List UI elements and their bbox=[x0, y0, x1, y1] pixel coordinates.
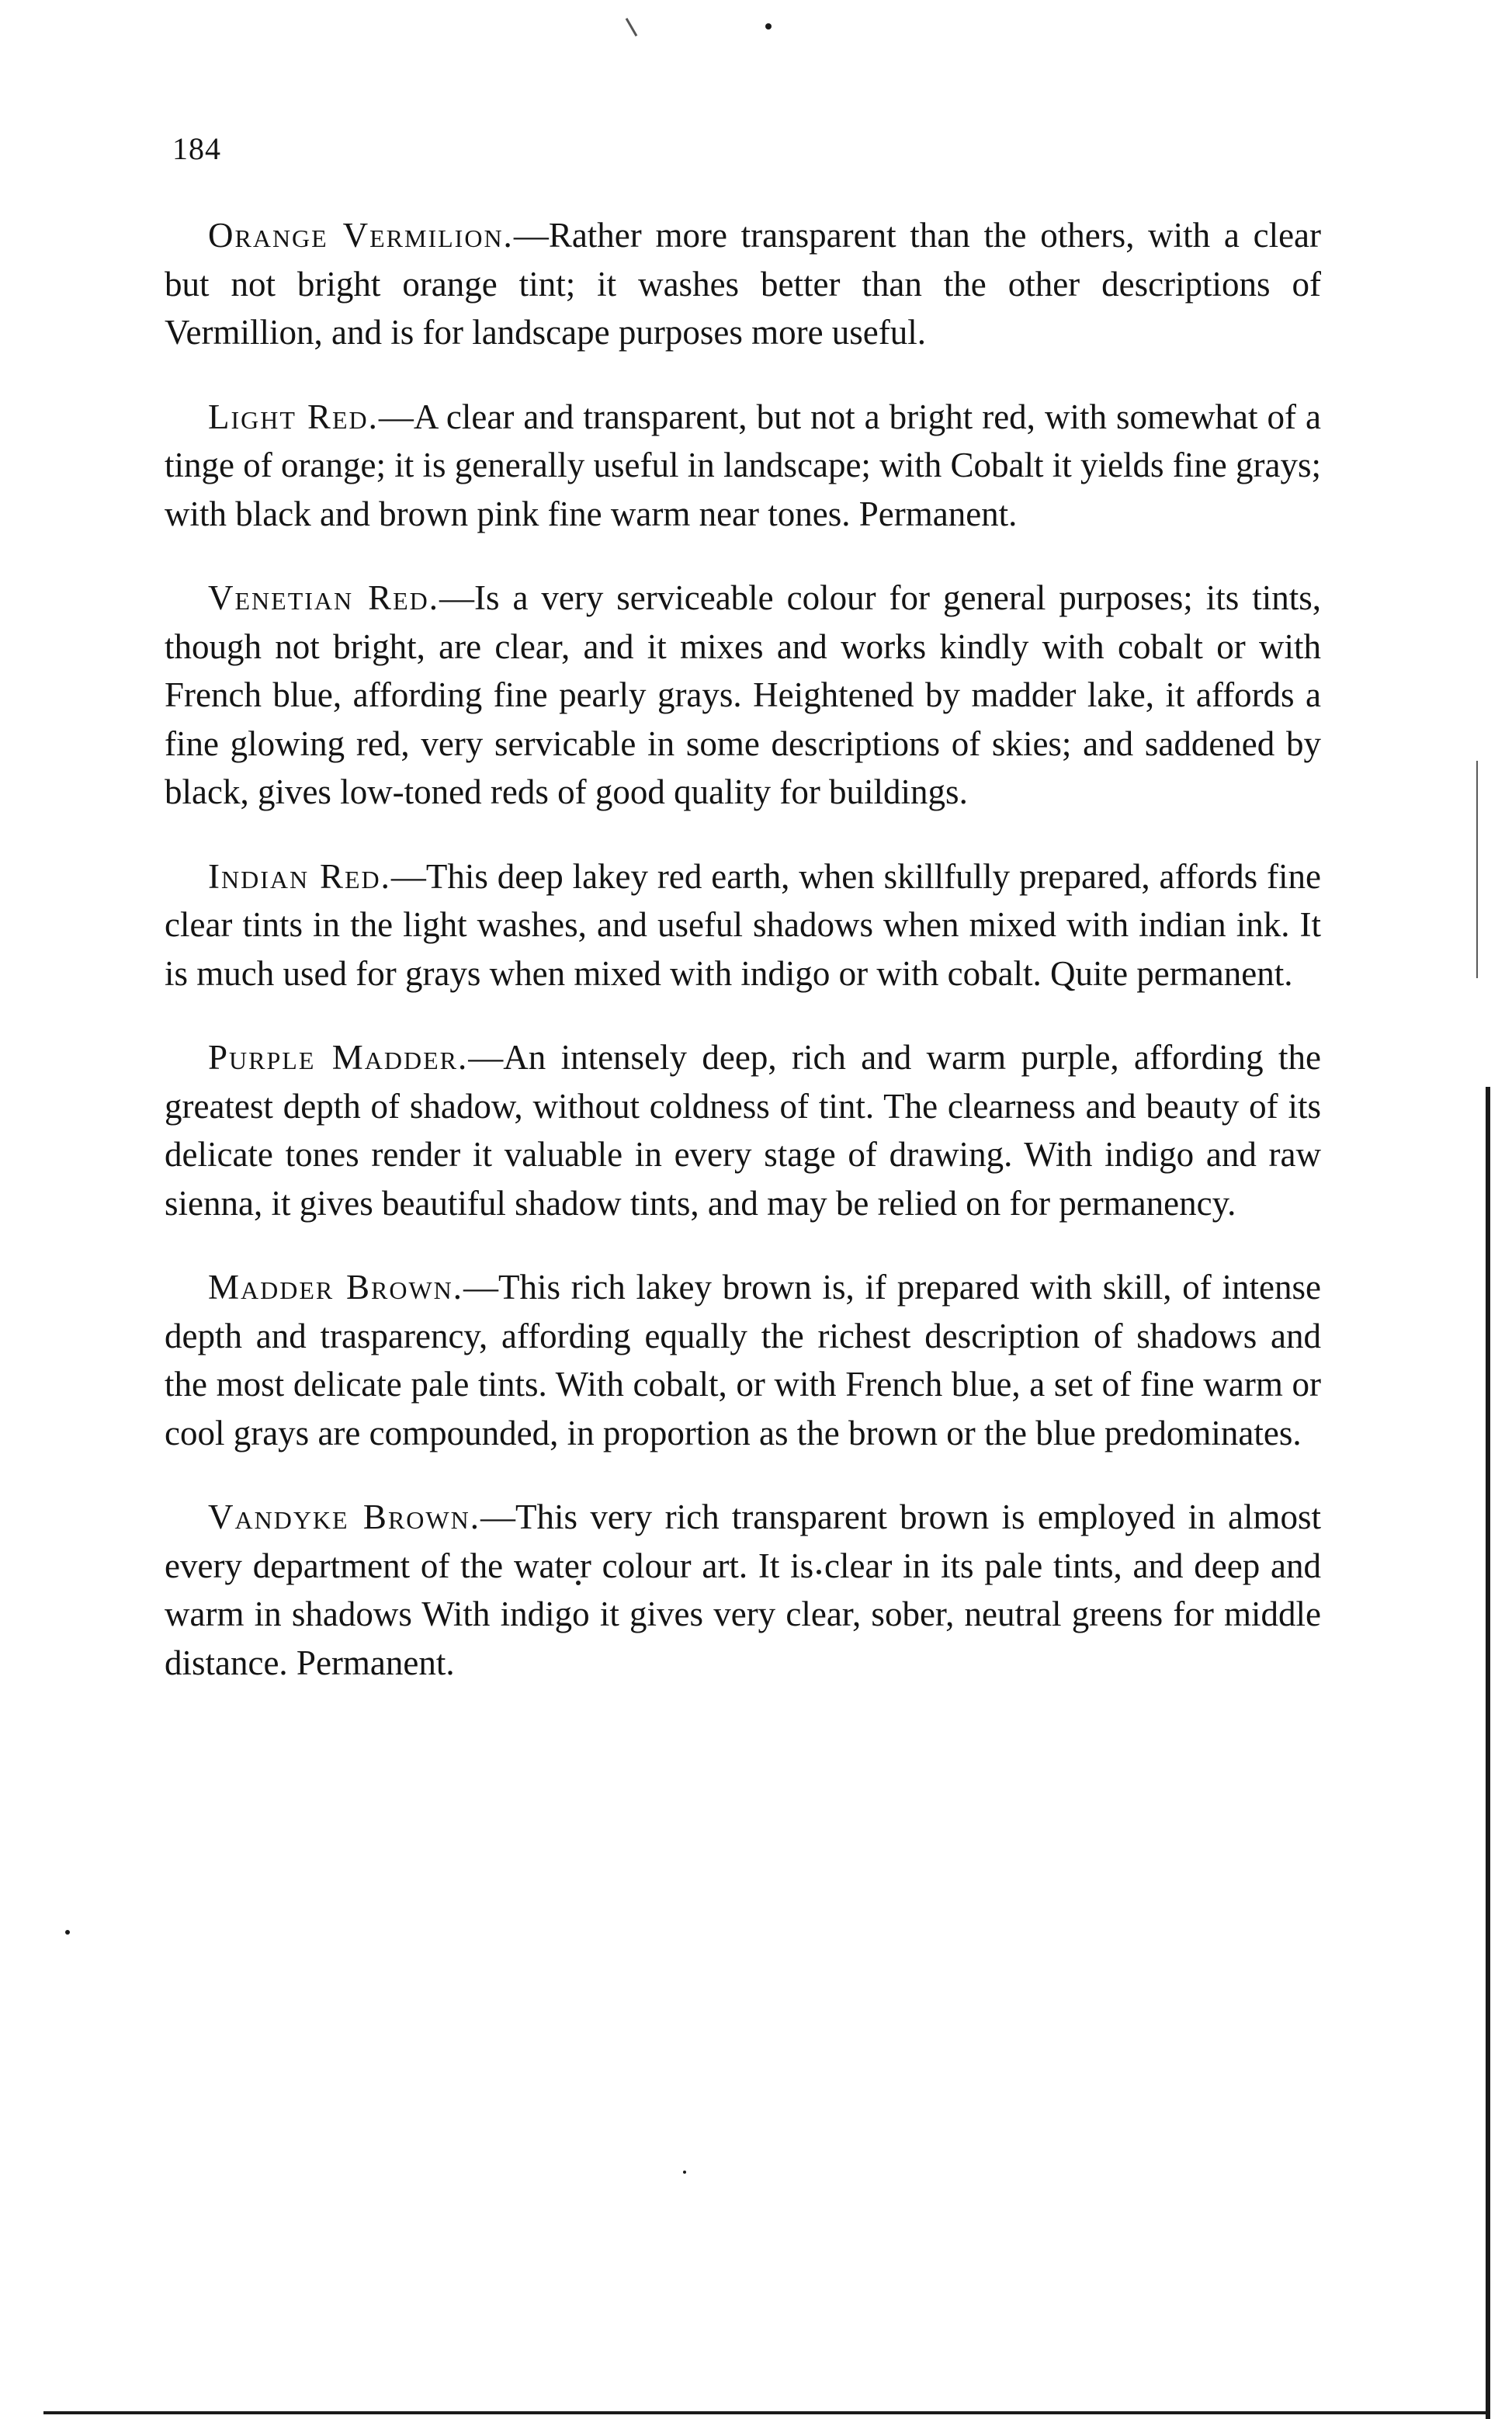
page-edge-shadow bbox=[1486, 1087, 1490, 2419]
entry-indian-red bbox=[165, 852, 1321, 998]
entry-orange-vermilion bbox=[165, 211, 1321, 357]
entry-title: Indian Red. bbox=[208, 856, 391, 896]
entry-body: —Is a very serviceable colour for general purposes; its tints, though not bright, are clear, and it mixes and works kindly with cobalt or with French blue, affording fine pearly grays. Heightened by madder lake, it affords a fine glowing red, very servicable in some descriptions of skies; and saddened by black, gives low-toned reds of good quality for buildings. bbox=[165, 578, 1321, 811]
page-edge-shadow-thin bbox=[1476, 761, 1478, 978]
entry-title: Madder Brown. bbox=[208, 1268, 464, 1307]
scan-speck-top bbox=[626, 18, 638, 36]
entry-body: —Rather more transparent than the others, with a clear but not bright orange tint; it washes better than the other descriptions of Vermillion, and is for landscape purposes more useful. bbox=[165, 216, 1322, 352]
entry-title: Orange Vermilion. bbox=[208, 216, 514, 255]
entry-purple-madder bbox=[165, 1033, 1321, 1227]
scan-speck-top-right bbox=[765, 23, 772, 30]
entry-title: Venetian Red. bbox=[208, 578, 439, 617]
entry-title: Light Red. bbox=[208, 397, 379, 436]
entry-body: —A clear and transparent, but not a bright red, with somewhat of a tinge of orange; it is generally useful in landscape; with Cobalt it yields fine grays; with black and brown pink fine warm near tones. Permanent. bbox=[165, 397, 1321, 533]
entry-venetian-red bbox=[165, 574, 1321, 817]
page-body bbox=[165, 211, 1321, 1723]
page-number: 184 bbox=[172, 131, 221, 166]
entry-madder-brown bbox=[165, 1263, 1321, 1457]
page-bottom-edge bbox=[43, 2411, 1489, 2414]
entry-body: —An intensely deep, rich and warm purple, affording the greatest depth of shadow, without coldness of tint. The clearness and beauty of its delicate tones render it valuable in every stage of drawing. With indigo and raw sienna, it gives beautiful shadow tints, and may be relied on for permanency. bbox=[165, 1038, 1321, 1223]
entry-light-red bbox=[165, 393, 1321, 539]
entry-body: —This rich lakey brown is, if prepared with skill, of intense depth and trasparency, affording equally the richest description of shadows and the most delicate pale tints. With cobalt, or with French blue, a set of fine warm or cool grays are compounded, in proportion as the brown or the blue predominates. bbox=[165, 1268, 1321, 1452]
entry-body: —This very rich transparent brown is employed in almost every department of the water colour art. It is clear in its pale tints, and deep and warm in shadows With indigo it gives very clear, sober, neutral greens for middle distance. Permanent. bbox=[165, 1498, 1321, 1682]
scan-speck-left bbox=[65, 1930, 70, 1935]
entry-body: —This deep lakey red earth, when skillfully prepared, affords fine clear tints in the light washes, and useful shadows when mixed with indian ink. It is much used for grays when mixed with indigo or with cobalt. Quite permanent. bbox=[165, 856, 1321, 993]
entry-title: Vandyke Brown. bbox=[208, 1498, 480, 1536]
scan-speck-bottom bbox=[683, 2171, 686, 2174]
entry-vandyke-brown bbox=[165, 1493, 1321, 1687]
entry-title: Purple Madder. bbox=[208, 1038, 469, 1077]
